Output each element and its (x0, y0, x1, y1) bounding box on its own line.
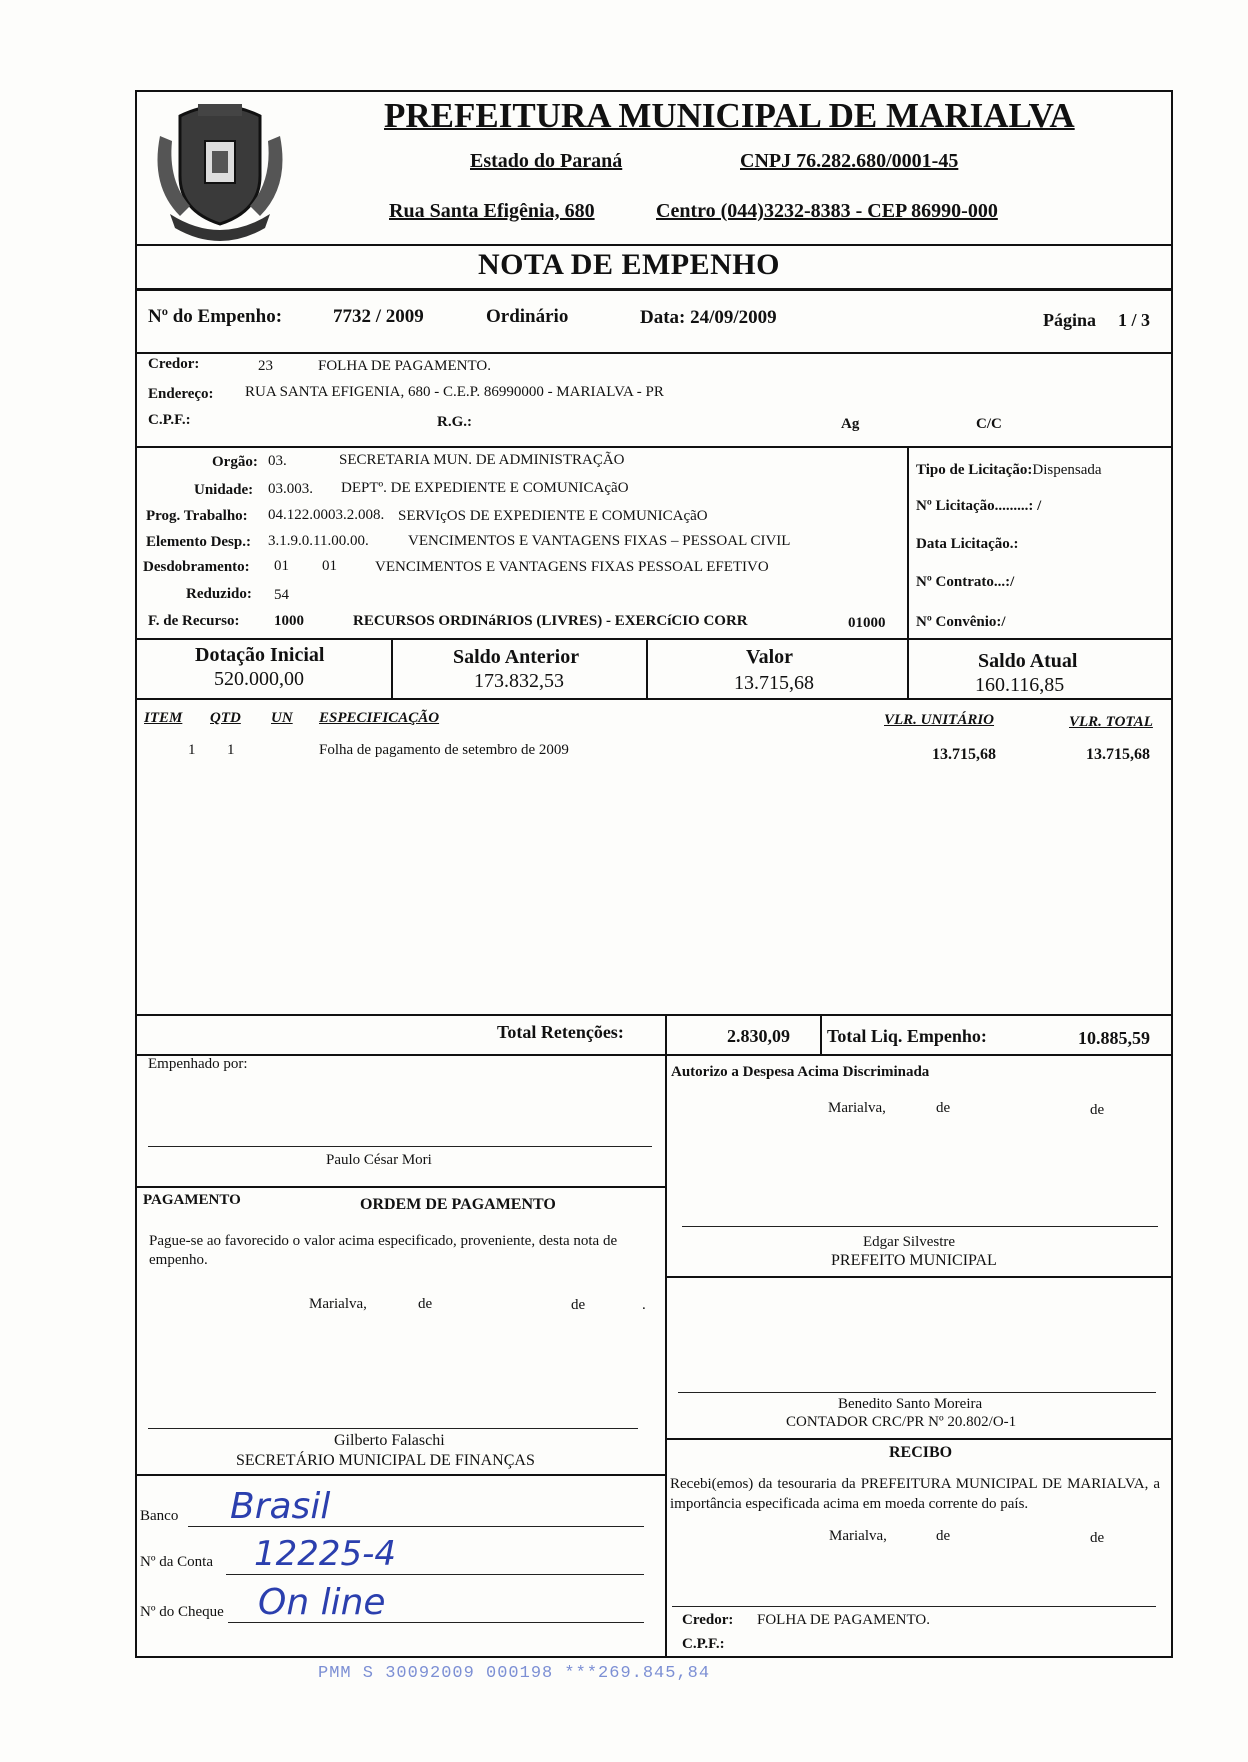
desdobramento-code-2: 01 (322, 558, 337, 574)
banco-label: Banco (140, 1508, 179, 1524)
cnpj: CNPJ 76.282.680/0001-45 (740, 150, 959, 172)
column-header-item: ITEM (144, 710, 183, 726)
desdobramento-code-1: 01 (274, 558, 289, 574)
address-rest: Centro (044)3232-8383 - CEP 86990-000 (656, 200, 998, 222)
secretario-name: Gilberto Falaschi (334, 1432, 445, 1449)
empenho-date: Data: 24/09/2009 (640, 307, 777, 328)
empenhado-por-label: Empenhado por: (148, 1056, 248, 1072)
valor-value: 13.715,68 (734, 672, 814, 694)
autorizo-label: Autorizo a Despesa Acima Discriminada (671, 1064, 930, 1080)
desdobramento-label: Desdobramento: (143, 559, 250, 575)
conta-handwritten: 12225-4 (254, 1534, 397, 1574)
pagamento-date-dot: . (642, 1297, 646, 1313)
saldo-anterior-label: Saldo Anterior (453, 646, 580, 668)
retencoes-value: 2.830,09 (727, 1026, 790, 1046)
empenho-number-label: Nº do Empenho: (148, 306, 283, 327)
orgao-code: 03. (268, 453, 287, 469)
desdobramento-desc: VENCIMENTOS E VANTAGENS FIXAS PESSOAL EFETIVO (375, 559, 769, 575)
banco-handwritten: Brasil (230, 1486, 331, 1527)
document-title: NOTA DE EMPENHO (478, 248, 780, 281)
pagamento-label: PAGAMENTO (143, 1192, 241, 1208)
dotacao-label: Dotação Inicial (195, 644, 325, 666)
unidade-label: Unidade: (194, 482, 254, 498)
ag-label: Ag (841, 416, 860, 432)
retencoes-label: Total Retenções: (497, 1022, 624, 1042)
prog-code: 04.122.0003.2.008. (268, 507, 385, 523)
credor-label: Credor: (148, 356, 200, 372)
column-header-un: UN (271, 710, 293, 726)
recibo-credor-name: FOLHA DE PAGAMENTO. (757, 1612, 930, 1628)
column-header-espec: ESPECIFICAÇÃO (319, 710, 440, 726)
recibo-cpf-label: C.P.F.: (682, 1636, 725, 1652)
recibo-title: RECIBO (889, 1444, 953, 1461)
empenho-type: Ordinário (486, 306, 569, 327)
convenio-number: Nº Convênio:/ (916, 614, 1006, 630)
contador-name: Benedito Santo Moreira (838, 1396, 983, 1412)
credor-code: 23 (258, 358, 273, 374)
processing-stamp: PMM S 30092009 000198 ***269.845,84 (318, 1664, 711, 1683)
licitacao-type-label: Tipo de Licitação:Dispensada (916, 462, 1102, 478)
reduzido-label: Reduzido: (186, 586, 252, 602)
pagamento-de-1: de (418, 1296, 433, 1312)
cc-label: C/C (976, 416, 1002, 432)
prog-desc: SERVIçOS DE EXPEDIENTE E COMUNICAçãO (398, 508, 708, 524)
credor-address: RUA SANTA EFIGENIA, 680 - C.E.P. 86990000 - MARIALVA - PR (245, 384, 664, 400)
cpf-label: C.P.F.: (148, 412, 191, 428)
saldo-atual-value: 160.116,85 (975, 674, 1065, 696)
page-label: Página (1043, 310, 1097, 330)
dotacao-value: 520.000,00 (214, 668, 304, 690)
column-header-qtd: QTD (210, 710, 241, 726)
saldo-atual-label: Saldo Atual (978, 650, 1078, 672)
secretario-title: SECRETÁRIO MUNICIPAL DE FINANÇAS (236, 1452, 535, 1469)
prog-label: Prog. Trabalho: (146, 508, 248, 524)
recibo-de-2: de (1090, 1530, 1105, 1546)
recibo-credor-label: Credor: (682, 1612, 734, 1628)
credor-name: FOLHA DE PAGAMENTO. (318, 358, 491, 374)
elemento-label: Elemento Desp.: (146, 534, 251, 550)
licitacao-number: Nº Licitação.........: / (916, 498, 1042, 514)
recurso-label: F. de Recurso: (148, 613, 240, 629)
recibo-text: Recebi(emos) da tesouraria da PREFEITURA MUNICIPAL DE MARIALVA, a importância especificada acima em moeda corrente do país. (670, 1476, 1160, 1512)
recibo-city: Marialva, (829, 1528, 887, 1544)
item-vlr-total: 13.715,68 (1086, 746, 1150, 763)
contador-title: CONTADOR CRC/PR Nº 20.802/O-1 (786, 1414, 1017, 1430)
item-espec: Folha de pagamento de setembro de 2009 (319, 742, 569, 758)
item-qtd: 1 (227, 742, 235, 758)
valor-label: Valor (746, 646, 794, 668)
total-liquido-label: Total Liq. Empenho: (827, 1026, 987, 1046)
unidade-desc: DEPTº. DE EXPEDIENTE E COMUNICAçãO (341, 480, 629, 496)
recurso-desc: RECURSOS ORDINáRIOS (LIVRES) - EXERCíCIO CORR (353, 613, 748, 629)
prefeito-title: PREFEITO MUNICIPAL (831, 1252, 997, 1269)
recurso-code: 1000 (274, 613, 304, 629)
empenhado-por-name: Paulo César Mori (326, 1152, 432, 1168)
municipal-crest-icon (150, 96, 290, 246)
column-header-vlr-unit: VLR. UNITÁRIO (884, 712, 995, 728)
pagamento-city: Marialva, (309, 1296, 367, 1312)
contrato-number: Nº Contrato...:/ (916, 574, 1015, 590)
item-vlr-unit: 13.715,68 (932, 746, 996, 763)
ordem-pagamento-label: ORDEM DE PAGAMENTO (360, 1196, 556, 1213)
autorizo-de-2: de (1090, 1102, 1105, 1118)
pague-text: Pague-se ao favorecido o valor acima especificado, proveniente, desta nota de empenho. (149, 1233, 618, 1268)
column-header-vlr-total: VLR. TOTAL (1069, 714, 1153, 730)
address-street: Rua Santa Efigênia, 680 (389, 200, 595, 222)
pagamento-de-2: de (571, 1297, 586, 1313)
orgao-desc: SECRETARIA MUN. DE ADMINISTRAÇÃO (339, 452, 625, 468)
page-number: 1 / 3 (1118, 310, 1151, 330)
unidade-code: 03.003. (268, 481, 313, 497)
autorizo-de-1: de (936, 1100, 951, 1116)
saldo-anterior-value: 173.832,53 (474, 670, 564, 692)
rg-label: R.G.: (437, 414, 472, 430)
elemento-desc: VENCIMENTOS E VANTAGENS FIXAS – PESSOAL CIVIL (408, 533, 791, 549)
autorizo-city: Marialva, (828, 1100, 886, 1116)
total-liquido-value: 10.885,59 (1078, 1028, 1150, 1048)
reduzido-value: 54 (274, 587, 289, 603)
cheque-handwritten: On line (258, 1582, 386, 1623)
conta-label: Nº da Conta (140, 1554, 213, 1570)
orgao-label: Orgão: (212, 454, 258, 470)
empenho-number: 7732 / 2009 (333, 306, 424, 327)
cheque-label: Nº do Cheque (140, 1604, 224, 1620)
prefeito-name: Edgar Silvestre (863, 1234, 956, 1250)
licitacao-date: Data Licitação.: (916, 536, 1019, 552)
page-title: PREFEITURA MUNICIPAL DE MARIALVA (384, 96, 1075, 135)
item-number: 1 (188, 742, 196, 758)
state-name: Estado do Paraná (470, 150, 623, 172)
elemento-code: 3.1.9.0.11.00.00. (268, 533, 369, 549)
recibo-de-1: de (936, 1528, 951, 1544)
recurso-code-2: 01000 (848, 615, 886, 631)
address-label: Endereço: (148, 386, 214, 402)
